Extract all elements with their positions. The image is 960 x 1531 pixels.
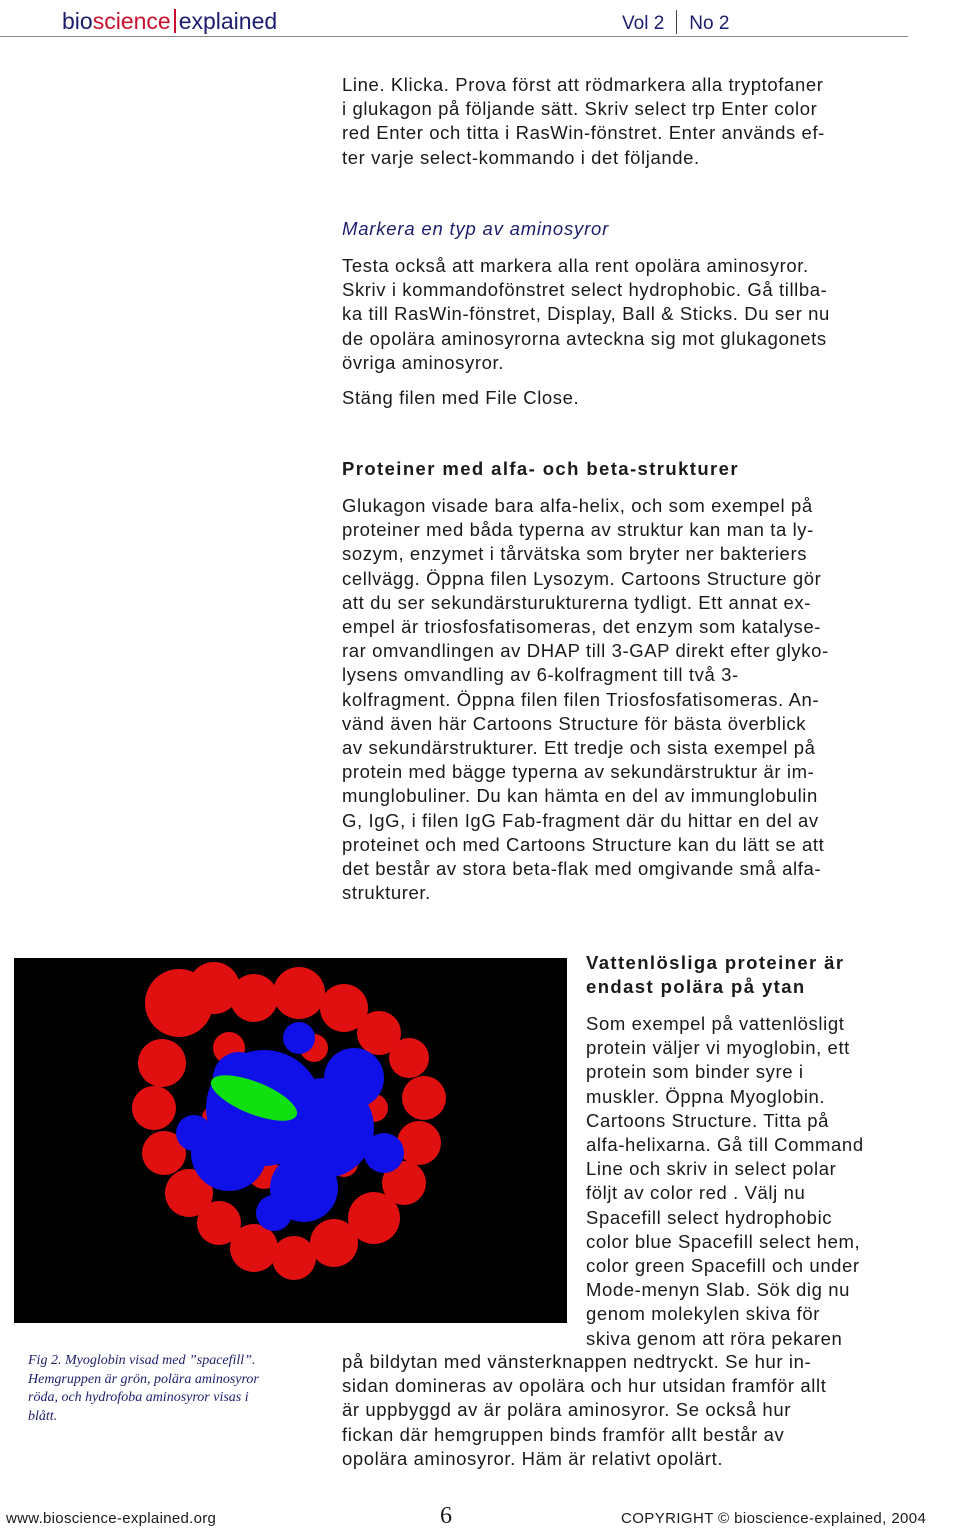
myoglobin-render bbox=[14, 958, 567, 1323]
figure-caption: Fig 2. Myoglobin visad med ”spacefill”. Hemgruppen är grön, polära aminosyror röda, och hydrofoba aminosyror visas i blått. bbox=[28, 1353, 259, 1424]
section-heading-vatten-line1: Vattenlösliga proteiner är bbox=[586, 952, 845, 973]
section-heading-proteiner: Proteiner med alfa- och beta-strukturer bbox=[342, 458, 739, 479]
proteiner-paragraph: Glukagon visade bara alfa-helix, och som exempel på proteiner med båda typerna av struktur kan man ta ly- sozym, enzymet i tårvätska som bryter ner bakteriers cellvägg. Öppna filen Lysozym. Cartoons Structure gör att du ser sekundärsturukturerna tydligt. Ett annat ex- empel är triosfosfatisomeras, det enzym som katalyse- rar omvandlingen av DHAP till 3-GAP direkt efter glyko- lysens omvandling av 6-kolfragment till två 3- kolfragment. Öppna filen filen Triosfosfatisomeras. An- vänd även här Cartoons Structure för bästa överblick av sekundärstrukturer. Ett tredje och sista exempel på protein med bägge typerna av sekundärstruktur är im- munglobuliner. Du kan hämta en del av immunglobulin G, IgG, i filen IgG Fab-fragment där du hittar en del av proteinet och med Cartoons Structure kan du lätt se att det består av stora beta-flak med omgivande små alfa- strukturer. bbox=[342, 495, 829, 904]
page-number: 6 bbox=[440, 1503, 452, 1529]
myoglobin-spacefill-figure bbox=[14, 958, 567, 1323]
close-file-line: Stäng filen med File Close. bbox=[342, 387, 580, 408]
issue-info bbox=[622, 10, 729, 37]
issue-divider bbox=[676, 10, 677, 34]
issue-number: No 2 bbox=[689, 13, 730, 34]
markera-paragraph: Testa också att markera alla rent opolära aminosyror. Skriv i kommandofönstret select hydrophobic. Gå tillba- ka till RasWin-fönstret, Display, Ball & Sticks. Du ser nu de opolära aminosyrorna avteckna sig mot glukagonets övriga aminosyror. bbox=[342, 255, 830, 373]
brand-divider bbox=[174, 9, 176, 33]
section-heading-vatten-line2: endast polära på ytan bbox=[586, 976, 806, 997]
brand-science: science bbox=[92, 8, 171, 34]
vatten-paragraph-wide: på bildytan med vänsterknappen nedtryckt. Se hur in- sidan domineras av opolära och hur utsidan framför allt är uppbyggd av är polära aminosyror. Se också hur fickan där hemgruppen binds framför allt består av opolära aminosyror. Häm är relativt opolärt. bbox=[342, 1351, 827, 1469]
journal-brand bbox=[62, 6, 277, 36]
brand-explained: explained bbox=[178, 8, 278, 34]
intro-paragraph: Line. Klicka. Prova först att rödmarkera alla tryptofaner i glukagon på följande sätt. Skriv select trp Enter color red Enter och titta i RasWin-fönstret. Enter används ef- ter varje select-kommando i det följande. bbox=[342, 74, 825, 168]
vatten-paragraph-narrow: Som exempel på vattenlösligt protein väljer vi myoglobin, ett protein som binder syre i muskler. Öppna Myoglobin. Cartoons Structure. Titta på alfa-helixarna. Gå till Command Line och skriv in select polar följt av color red . Välj nu Spacefill select hydrophobic color blue Spacefill select hem, color green Spacefill och under Mode-menyn Slab. Sök dig nu genom molekylen skiva för skiva genom att röra pekaren bbox=[586, 1013, 864, 1349]
volume-label: Vol 2 bbox=[622, 13, 665, 34]
footer-url: www.bioscience-explained.org bbox=[6, 1510, 217, 1527]
footer-copyright: COPYRIGHT © bioscience-explained, 2004 bbox=[621, 1510, 927, 1527]
brand-bio: bio bbox=[62, 8, 93, 34]
section-heading-markera: Markera en typ av aminosyror bbox=[342, 218, 610, 239]
header-rule bbox=[0, 36, 908, 37]
